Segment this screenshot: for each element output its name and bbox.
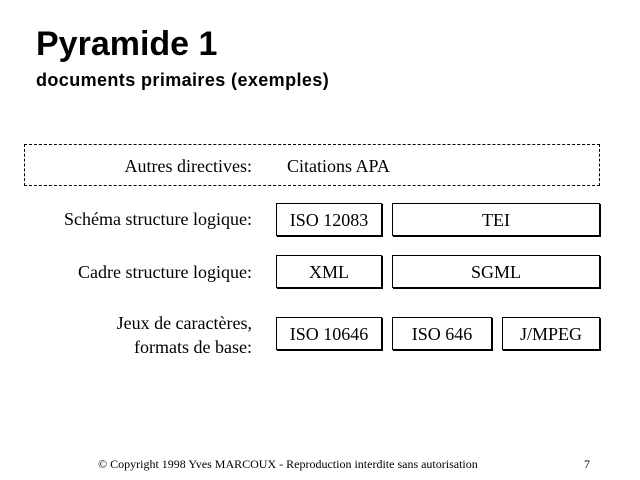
directives-value: Citations APA: [287, 156, 390, 176]
jeux-box-jmpeg: J/MPEG: [502, 317, 600, 350]
slide-title: Pyramide 1: [36, 25, 218, 63]
copyright-notice: © Copyright 1998 Yves MARCOUX - Reproduction interdite sans autorisation: [98, 457, 478, 471]
slide-subtitle: documents primaires (exemples): [36, 70, 330, 90]
jeux-label-line2: formats de base:: [134, 337, 252, 357]
cadre-box-xml: XML: [276, 255, 382, 288]
jeux-box-iso-10646: ISO 10646: [276, 317, 382, 350]
page-number: 7: [584, 457, 590, 471]
cadre-label: Cadre structure logique:: [78, 262, 252, 282]
directives-label: Autres directives:: [124, 156, 252, 176]
jeux-box-iso-646: ISO 646: [392, 317, 492, 350]
jeux-label-line1: Jeux de caractères,: [116, 313, 252, 333]
schema-box-tei: TEI: [392, 203, 600, 236]
schema-label: Schéma structure logique:: [64, 209, 252, 229]
schema-box-iso-12083: ISO 12083: [276, 203, 382, 236]
cadre-box-sgml: SGML: [392, 255, 600, 288]
